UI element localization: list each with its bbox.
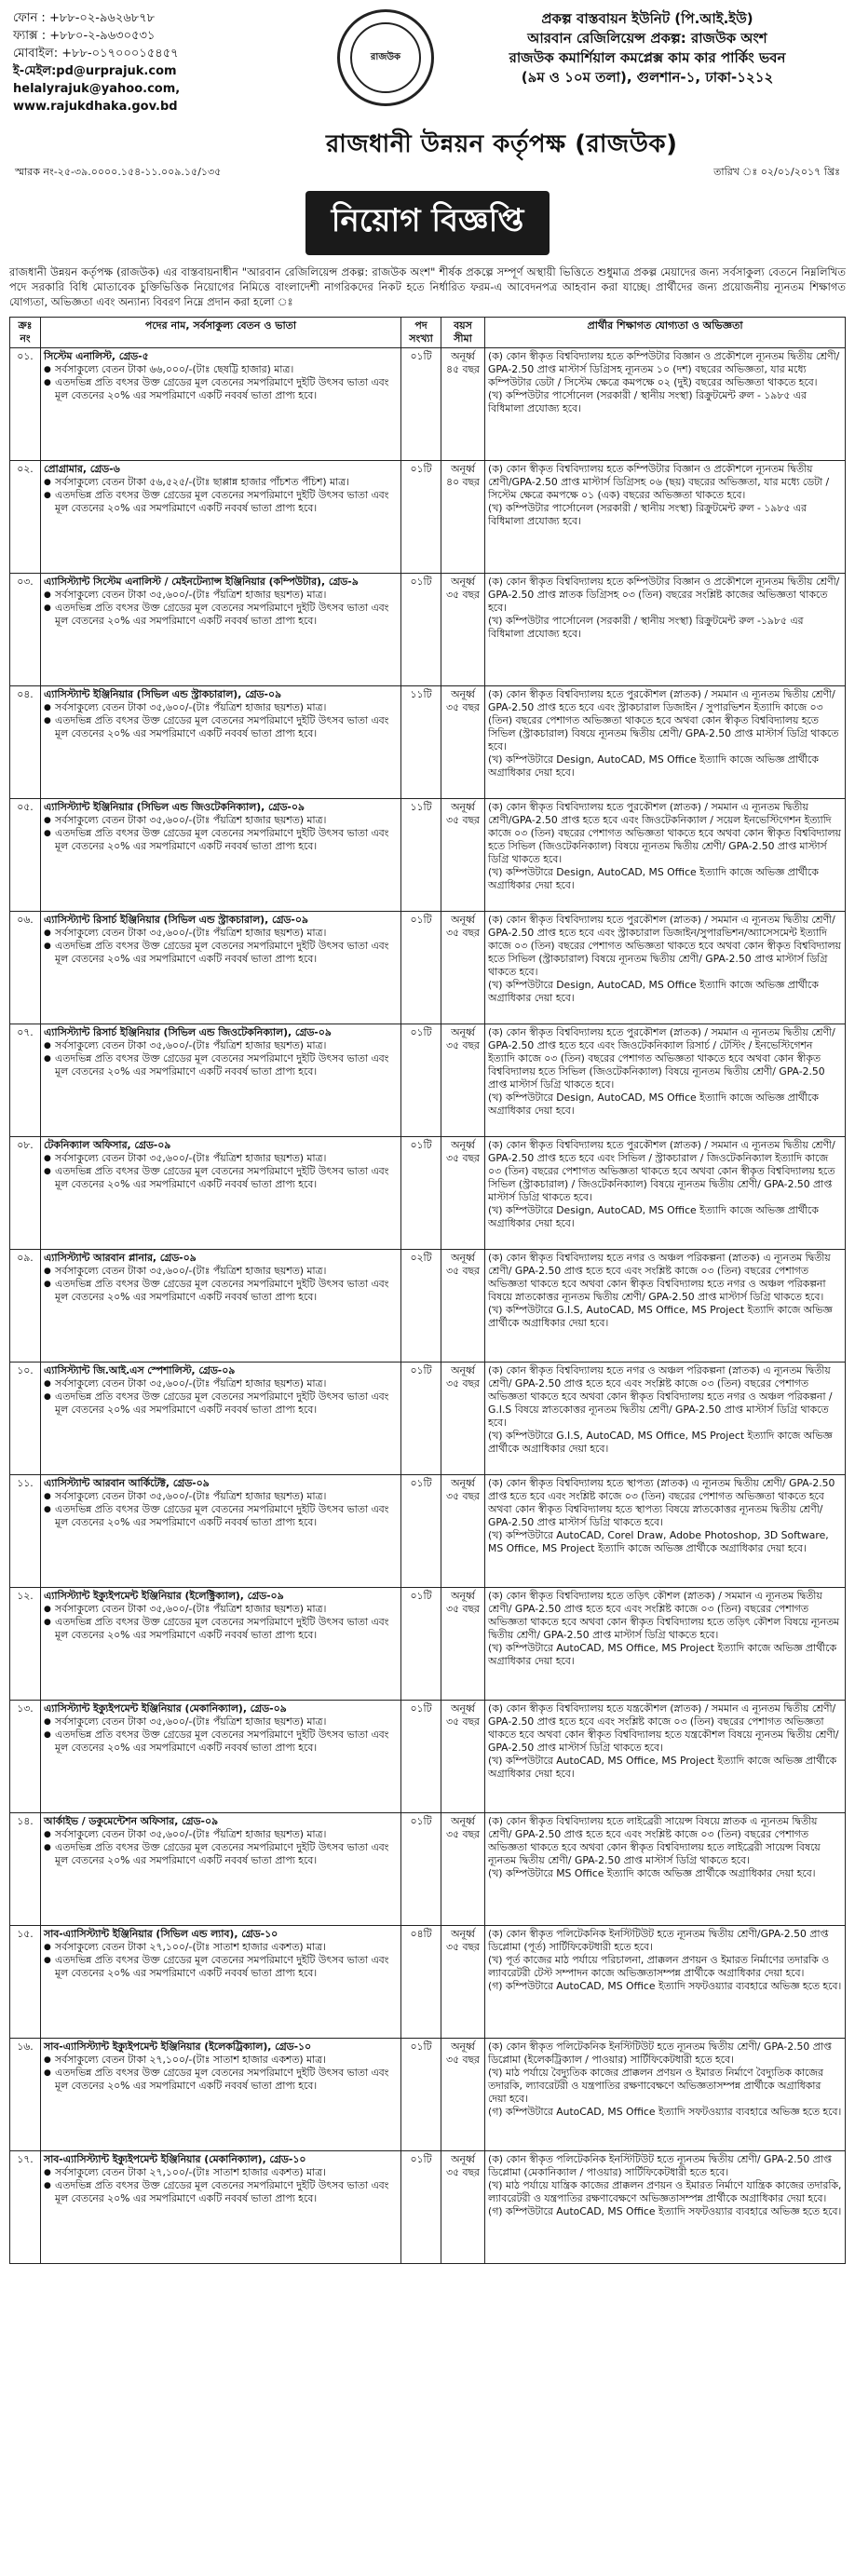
qualification-line: (খ) কম্পিউটার পার্সোনেল (সরকারী / স্থানীয় সংস্থা) রিক্রুটমেন্ট রুল -১৯৮৫ এর বিধিমালা প্রযোজ্য হবে। (488, 615, 804, 640)
salary-bullet: ● এতদভিন্ন প্রতি বৎসর উক্ত গ্রেডের মূল বেতনের সমপরিমাণে দুইটি উৎসব ভাতা এবং মূল বেতনের ২০% এর সমপরিমাণে একটি নববর্ষ ভাতা প্রাপ্য হবে। (44, 376, 398, 402)
qualification-line: (ক) কোন স্বীকৃত বিশ্ববিদ্যালয় হতে তড়িৎ কৌশল (স্নাতক) / সমমান এ ন্যূনতম দ্বিতীয় শ্রেণী/ GPA-2.50 প্রাপ্ত হতে হবে এবং সংশ্লিষ্ট কাজে ০৩ (তিন) বছরের পেশাগত অভিজ্ঞতা থাকতে হবে অথবা কোন স্বীকৃত বিশ্ববিদ্যালয় হতে তড়িৎ কৌশল বিষয়ে ন্যূনতম দ্বিতীয় শ্রেণী/ GPA-2.50 প্রাপ্ত মাস্টার্স ডিগ্রি থাকতে হবে। (488, 1590, 840, 1641)
reference-line (9, 164, 846, 182)
row-age: অনূর্ধ্ব ৪৫ বছর (441, 348, 485, 461)
qualification-line: (খ) মাঠ পর্যায়ে বৈদ্যুতিক কাজের প্রাক্কলন প্রণয়ন ও ইমারত নির্মাণে বৈদ্যুতিক কাজের তদারকি, ল্যাবরেটরী ও যন্ত্রপাতির রক্ষণাবেক্ষণে অভিজ্ঞতাসম্পন্ন প্রার্থীকে অগ্রাধিকার দেয়া হবে। (488, 2067, 823, 2105)
salary-bullet: ● এতদভিন্ন প্রতি বৎসর উক্ত গ্রেডের মূল বেতনের সমপরিমাণে দুইটি উৎসব ভাতা এবং মূল বেতনের ২০% এর সমপরিমাণে একটি নববর্ষ ভাতা প্রাপ্য হবে। (44, 940, 398, 966)
row-age: অনূর্ধ্ব ৩৫ বছর (441, 1813, 485, 1926)
salary-bullet: ● সর্বসাকুল্যে বেতন টাকা ৩৫,৬০০/-(টাঃ পঁয়ত্রিশ হাজার ছয়শত) মাত্র। (44, 1828, 398, 1841)
office-line: আরবান রেজিলিয়েন্স প্রকল্প: রাজউক অংশ (527, 30, 767, 47)
qualification-line: (ক) কোন স্বীকৃত বিশ্ববিদ্যালয় হতে নগর ও অঞ্চল পরিকল্পনা (স্নাতক) এ ন্যূনতম দ্বিতীয় শ্রেণী/ GPA-2.50 প্রাপ্ত হতে হবে এবং সংশ্লিষ্ট কাজে ০৩ (তিন) বছরের পেশাগত অভিজ্ঞতা থাকতে হবে অথবা কোন স্বীকৃত বিশ্ববিদ্যালয় হতে নগর ও অঞ্চল পরিকল্পনা বিষয়ে স্নাতকোত্তর ন্যূনতম দ্বিতীয় শ্রেণী/ GPA-2.50 প্রাপ্ত মাস্টার্স ডিগ্রি থাকতে হবে। (488, 1252, 831, 1303)
row-age: অনূর্ধ্ব ৩৫ বছর (441, 1024, 485, 1137)
qualification-line: (খ) কম্পিউটারে G.I.S, AutoCAD, MS Office, MS Project ইত্যাদি কাজে অভিজ্ঞ প্রার্থীকে অগ্রাধিকার দেয়া হবে। (488, 1304, 833, 1329)
table-row (10, 1250, 846, 1363)
row-age: অনূর্ধ্ব ৪০ বছর (441, 461, 485, 574)
row-post (41, 1024, 401, 1137)
row-serial: ১২. (10, 1588, 41, 1701)
table-row (10, 1363, 846, 1475)
row-serial: ০৫. (10, 799, 41, 912)
table-header-row (10, 318, 846, 348)
row-post (41, 574, 401, 686)
post-title: আর্কাইভ / ডকুমেন্টেশন অফিসার, গ্রেড-০৯ (44, 1815, 218, 1827)
table-row (10, 686, 846, 799)
row-count: ০১টি (401, 1588, 441, 1701)
notice-date: তারিখ ঃ ০২/০১/২০১৭ খ্রিঃ (713, 166, 840, 178)
row-serial: ০৬. (10, 912, 41, 1024)
salary-bullet: ● সর্বসাকুল্যে বেতন টাকা ৩৫,৬০০/-(টাঃ পঁয়ত্রিশ হাজার ছয়শত) মাত্র। (44, 589, 398, 602)
table-row (10, 1137, 846, 1250)
row-qualification (485, 574, 846, 686)
banner-wrap (9, 191, 846, 255)
header-serial: ক্রঃ নং (10, 318, 41, 348)
row-post (41, 1363, 401, 1475)
post-title: সাব-এ্যাসিস্ট্যান্ট ইক্যুইপমেন্ট ইঞ্জিনিয়ার (ইলেকট্রিক্যাল), গ্রেড-১০ (44, 2040, 312, 2053)
salary-bullet: ● এতদভিন্ন প্রতি বৎসর উক্ত গ্রেডের মূল বেতনের সমপরিমাণে দুইটি উৎসব ভাতা এবং মূল বেতনের ২০% এর সমপরিমাণে একটি নববর্ষ ভাতা প্রাপ্য হবে। (44, 714, 398, 740)
post-title: এ্যাসিস্ট্যান্ট ইঞ্জিনিয়ার (সিভিল এন্ড জিওটেকনিক্যাল), গ্রেড-০৯ (44, 801, 305, 813)
row-age: অনূর্ধ্ব ৩৫ বছর (441, 1137, 485, 1250)
qualification-line: (ক) কোন স্বীকৃত বিশ্ববিদ্যালয় হতে নগর ও অঞ্চল পরিকল্পনা (স্নাতক) এ ন্যূনতম দ্বিতীয় শ্রেণী/ GPA-2.50 প্রাপ্ত হতে হবে এবং সংশ্লিষ্ট কাজে ০৩ (তিন) বছরের পেশাগত অভিজ্ঞতা থাকতে হবে অথবা কোন স্বীকৃত বিশ্ববিদ্যালয় হতে নগর ও অঞ্চল পরিকল্পনা / G.I.S বিষয়ে স্নাতকোত্তর ন্যূনতম দ্বিতীয় শ্রেণী/ GPA-2.50 প্রাপ্ত মাস্টার্স ডিগ্রি থাকতে হবে। (488, 1364, 833, 1429)
salary-bullet: ● সর্বসাকুল্যে বেতন টাকা ৩৫,৬০০/-(টাঃ পঁয়ত্রিশ হাজার ছয়শত) মাত্র। (44, 927, 398, 940)
qualification-line: (খ) কম্পিউটার পার্সোনেল (সরকারী / স্থানীয় সংস্থা) রিক্রুটমেন্ট রুল - ১৯৮৫ এর বিধিমালা প্রযোজ্য হবে। (488, 502, 807, 527)
post-title: এ্যাসিস্ট্যান্ট আরবান প্লানার, গ্রেড-০৯ (44, 1252, 197, 1264)
row-qualification (485, 1137, 846, 1250)
salary-bullet: ● সর্বসাকুল্যে বেতন টাকা ৩৫,৬০০/-(টাঃ পঁয়ত্রিশ হাজার ছয়শত) মাত্র। (44, 1377, 398, 1390)
qualification-line: (খ) কম্পিউটারে Design, AutoCAD, MS Office ইত্যাদি কাজে অভিজ্ঞ প্রার্থীকে অগ্রাধিকার দেয়া হবে। (488, 1204, 819, 1229)
rajuk-logo-text: রাজউক (350, 22, 421, 93)
salary-bullet: ● সর্বসাকুল্যে বেতন টাকা ৩৫,৬০০/-(টাঃ পঁয়ত্রিশ হাজার ছয়শত) মাত্র। (44, 1715, 398, 1729)
post-title: এ্যাসিস্ট্যান্ট রিসার্চ ইঞ্জিনিয়ার (সিভিল এন্ড জিওটেকনিক্যাল), গ্রেড-০৯ (44, 1026, 332, 1038)
salary-bullet: ● এতদভিন্ন প্রতি বৎসর উক্ত গ্রেডের মূল বেতনের সমপরিমাণে দুইটি উৎসব ভাতা এবং মূল বেতনের ২০% এর সমপরিমাণে একটি নববর্ষ ভাতা প্রাপ্য হবে। (44, 1841, 398, 1867)
qualification-line: (ক) কোন স্বীকৃত বিশ্ববিদ্যালয় হতে পুরকৌশল (স্নাতক) / সমমান এ ন্যূনতম দ্বিতীয় শ্রেণী/ GPA-2.50 প্রাপ্ত হতে হবে এবং সিভিল / স্ট্রাকচারাল / জিওটেকনিক্যাল ইত্যাদি কাজে ০৩ (তিন) বছরের পেশাগত অভিজ্ঞতা থাকতে হবে অথবা কোন স্বীকৃত বিশ্ববিদ্যালয় হতে সিভিল (স্ট্রাকচারাল) / জিওটেকনিক্যাল) বিষয়ে ন্যূনতম দ্বিতীয় শ্রেণী/ GPA-2.50 প্রাপ্ত মাস্টার্স ডিগ্রি থাকতে হবে। (488, 1139, 835, 1203)
contact-line: মোবাইল: +৮৮-০১৭০০০১৫৪৫৭ (13, 47, 179, 61)
salary-bullet: ● এতদভিন্ন প্রতি বৎসর উক্ত গ্রেডের মূল বেতনের সমপরিমাণে দুইটি উৎসব ভাতা এবং মূল বেতনের ২০% এর সমপরিমাণে একটি নববর্ষ ভাতা প্রাপ্য হবে। (44, 489, 398, 515)
row-post (41, 1701, 401, 1813)
salary-bullet: ● সর্বসাকুল্যে বেতন টাকা ২৭,১০০/-(টাঃ সাতাশ হাজার একশত) মাত্র। (44, 2054, 398, 2067)
qualification-line: (খ) কম্পিউটারে Design, AutoCAD, MS Office ইত্যাদি কাজে অভিজ্ঞ প্রার্থীকে অগ্রাধিকার দেয়া হবে। (488, 753, 819, 779)
intro-paragraph: রাজধানী উন্নয়ন কর্তৃপক্ষ (রাজউক) এর বাস্তবায়নাধীন "আরবান রেজিলিয়েন্স প্রকল্প: রাজউক অংশ" শীর্ষক প্রকল্পে সম্পূর্ণ অস্থায়ী ভিত্তিতে শুধুমাত্র প্রকল্প মেয়াদের জন্য সর্বসাকুল্য বেতনে নিম্নলিখিত পদে সরকারি বিধি মোতাবেক চুক্তিভিত্তিক নিয়োগের নিমিত্তে বাংলাদেশী নাগরিকদের নিকট হতে নির্ধারিত ফরম-এ আবেদনপত্র আহবান করা যাচ্ছে। প্রার্থীদের জন্য প্রয়োজনীয় ন্যূনতম শিক্ষাগত যোগ্যতা, অভিজ্ঞতা এবং অন্যান্য বিবরণ নিম্নে প্রদান করা হলো ঃ (9, 265, 846, 308)
salary-bullet: ● এতদভিন্ন প্রতি বৎসর উক্ত গ্রেডের মূল বেতনের সমপরিমাণে দুইটি উৎসব ভাতা এবং মূল বেতনের ২০% এর সমপরিমাণে একটি নববর্ষ ভাতা প্রাপ্য হবে। (44, 2179, 398, 2205)
qualification-line: (ক) কোন স্বীকৃত পলিটেকনিক ইনস্টিটিউট হতে ন্যূনতম দ্বিতীয় শ্রেণী/ GPA-2.50 প্রাপ্ত ডিপ্লোমা (মেকানিক্যাল / পাওয়ার) সার্টিফিকেটধারী হতে হবে। (488, 2153, 832, 2178)
post-title: সিস্টেম এনালিস্ট, গ্রেড-৫ (44, 350, 149, 362)
row-post (41, 912, 401, 1024)
row-post (41, 1813, 401, 1926)
row-age: অনূর্ধ্ব ৩৫ বছর (441, 1475, 485, 1588)
row-qualification (485, 1926, 846, 2039)
post-title: প্রোগ্রামার, গ্রেড-৬ (44, 463, 120, 475)
vacancy-rows (10, 348, 846, 2264)
row-count: ০১টি (401, 1024, 441, 1137)
qualification-line: (খ) কম্পিউটারে AutoCAD, MS Office, MS Project ইত্যাদি কাজে অভিজ্ঞ প্রার্থীকে অগ্রাধিকার দেয়া হবে। (488, 1642, 837, 1667)
salary-bullet: ● এতদভিন্ন প্রতি বৎসর উক্ত গ্রেডের মূল বেতনের সমপরিমাণে দুইটি উৎসব ভাতা এবং মূল বেতনের ২০% এর সমপরিমাণে একটি নববর্ষ ভাতা প্রাপ্য হবে। (44, 1052, 398, 1078)
row-age: অনূর্ধ্ব ৩৫ বছর (441, 912, 485, 1024)
row-serial: ১৪. (10, 1813, 41, 1926)
qualification-line: (খ) কম্পিউটার পার্সোনেল (সরকারী / স্থানীয় সংস্থা) রিক্রুটমেন্ট রুল - ১৯৮৫ এর বিধিমালা প্রযোজ্য হবে। (488, 389, 807, 414)
salary-bullet: ● সর্বসাকুল্যে বেতন টাকা ৩৫,৬০০/-(টাঃ পঁয়ত্রিশ হাজার ছয়শত) মাত্র। (44, 1039, 398, 1052)
salary-bullet: ● সর্বসাকুল্যে বেতন টাকা ৫৬,৫২৫/-(টাঃ ছাপ্পান্ন হাজার পাঁচশত পঁচিশ) মাত্র। (44, 476, 398, 489)
contact-line: ফ্যাক্স : +৮৮০-২-৯৬৩০৫৩১ (13, 29, 156, 43)
table-row (10, 1926, 846, 2039)
row-qualification (485, 2151, 846, 2264)
table-row (10, 912, 846, 1024)
row-post (41, 1475, 401, 1588)
row-serial: ০৩. (10, 574, 41, 686)
table-row (10, 1024, 846, 1137)
row-qualification (485, 1024, 846, 1137)
qualification-line: (খ) কম্পিউটারে G.I.S, AutoCAD, MS Office, MS Project ইত্যাদি কাজে অভিজ্ঞ প্রার্থীকে অগ্রাধিকার দেয়া হবে। (488, 1430, 833, 1455)
row-qualification (485, 799, 846, 912)
header-age: বয়স সীমা (441, 318, 485, 348)
qualification-line: (খ) কম্পিউটারে Design, AutoCAD, MS Office ইত্যাদি কাজে অভিজ্ঞ প্রার্থীকে অগ্রাধিকার দেয়া হবে। (488, 1091, 819, 1117)
post-title: এ্যাসিস্ট্যান্ট রিসার্চ ইঞ্জিনিয়ার (সিভিল এন্ড স্ট্রাকচারাল), গ্রেড-০৯ (44, 914, 308, 926)
salary-bullet: ● এতদভিন্ন প্রতি বৎসর উক্ত গ্রেডের মূল বেতনের সমপরিমাণে দুইটি উৎসব ভাতা এবং মূল বেতনের ২০% এর সমপরিমাণে একটি নববর্ষ ভাতা প্রাপ্য হবে। (44, 1616, 398, 1642)
row-age: অনূর্ধ্ব ৩৫ বছর (441, 686, 485, 799)
qualification-line: (ক) কোন স্বীকৃত বিশ্ববিদ্যালয় হতে যন্ত্রকৌশল (স্নাতক) / সমমান এ ন্যূনতম দ্বিতীয় শ্রেণী/ GPA-2.50 প্রাপ্ত হতে হবে এবং সংশ্লিষ্ট কাজে ০৩ (তিন) বছরের পেশাগত অভিজ্ঞতা থাকতে হবে অথবা কোন স্বীকৃত বিশ্ববিদ্যালয় হতে যন্ত্রকৌশল বিষয়ে ন্যূনতম দ্বিতীয় শ্রেণী/ GPA-2.50 প্রাপ্ত মাস্টার্স ডিগ্রি থাকতে হবে। (488, 1702, 839, 1754)
qualification-line: (খ) কম্পিউটারে Design, AutoCAD, MS Office ইত্যাদি কাজে অভিজ্ঞ প্রার্থীকে অগ্রাধিকার দেয়া হবে। (488, 979, 819, 1004)
row-age: অনূর্ধ্ব ৩৫ বছর (441, 2039, 485, 2151)
row-count: ০১টি (401, 1137, 441, 1250)
memo-number: স্মারক নং-২৫-৩৯.০০০০.১৫৪-১১.০০৯.১৫/১৩৫ (15, 166, 222, 178)
row-count: ০১টি (401, 912, 441, 1024)
salary-bullet: ● সর্বসাকুল্যে বেতন টাকা ২৭,১০০/-(টাঃ সাতাশ হাজার একশত) মাত্র। (44, 1941, 398, 1954)
row-serial: ১৫. (10, 1926, 41, 2039)
salary-bullet: ● এতদভিন্ন প্রতি বৎসর উক্ত গ্রেডের মূল বেতনের সমপরিমাণে দুইটি উৎসব ভাতা এবং মূল বেতনের ২০% এর সমপরিমাণে একটি নববর্ষ ভাতা প্রাপ্য হবে। (44, 827, 398, 853)
contact-line: helalyrajuk@yahoo.com, (13, 82, 181, 96)
office-line: রাজউক কমার্শিয়াল কমপ্লেক্স কাম কার পার্কিং ভবন (509, 49, 786, 66)
table-row (10, 574, 846, 686)
table-row (10, 348, 846, 461)
post-title: সাব-এ্যাসিস্ট্যান্ট ইঞ্জিনিয়ার (সিভিল এন্ড ল্যাব), গ্রেড-১০ (44, 1928, 278, 1940)
salary-bullet: ● এতদভিন্ন প্রতি বৎসর উক্ত গ্রেডের মূল বেতনের সমপরিমাণে দুইটি উৎসব ভাতা এবং মূল বেতনের ২০% এর সমপরিমাণে একটি নববর্ষ ভাতা প্রাপ্য হবে। (44, 2067, 398, 2093)
row-serial: ০৯. (10, 1250, 41, 1363)
vacancy-table (9, 317, 846, 2264)
row-count: ০১টি (401, 1363, 441, 1475)
row-count: ০১টি (401, 1701, 441, 1813)
qualification-line: (ক) কোন স্বীকৃত পলিটেকনিক ইনস্টিটিউট হতে ন্যূনতম দ্বিতীয় শ্রেণী/ GPA-2.50 প্রাপ্ত ডিপ্লোমা (ইলেকট্রিক্যাল / পাওয়ার) সার্টিফিকেটধারী হতে হবে। (488, 2040, 832, 2066)
table-row (10, 1813, 846, 1926)
row-age: অনূর্ধ্ব ৩৫ বছর (441, 1926, 485, 2039)
qualification-line: (খ) মাঠ পর্যায়ে যান্ত্রিক কাজের প্রাক্কলন প্রণয়ন ও ইমারত নির্মাণে যান্ত্রিক কাজের তদারকি, ল্যাবরেটরী ও যন্ত্রপাতির রক্ষণাবেক্ষণে অভিজ্ঞতাসম্পন্ন প্রার্থীকে অগ্রাধিকার দেয়া হবে। (488, 2179, 842, 2204)
row-serial: ০২. (10, 461, 41, 574)
row-post (41, 1588, 401, 1701)
salary-bullet: ● সর্বসাকুল্যে বেতন টাকা ৩৫,৬০০/-(টাঃ পঁয়ত্রিশ হাজার ছয়শত) মাত্র। (44, 814, 398, 827)
row-age: অনূর্ধ্ব ৩৫ বছর (441, 1250, 485, 1363)
qualification-line: (খ) কম্পিউটারে MS Office ইত্যাদি কাজে অভিজ্ঞ প্রার্থীকে অগ্রাধিকার দেয়া হবে। (488, 1867, 816, 1879)
qualification-line: (গ) কম্পিউটারে AutoCAD, MS Office ইত্যাদি সফটওয়্যার ব্যবহারে অভিজ্ঞ হতে হবে। (488, 1980, 842, 1992)
rajuk-logo (337, 9, 434, 106)
contact-line: ই-মেইল:pd@urprajuk.com (13, 64, 177, 78)
salary-bullet: ● এতদভিন্ন প্রতি বৎসর উক্ত গ্রেডের মূল বেতনের সমপরিমাণে দুইটি উৎসব ভাতা এবং মূল বেতনের ২০% এর সমপরিমাণে একটি নববর্ষ ভাতা প্রাপ্য হবে। (44, 602, 398, 628)
post-title: এ্যাসিস্ট্যান্ট সিস্টেম এনালিস্ট / মেইনটেন্যান্স ইঞ্জিনিয়ার (কম্পিউটার), গ্রেড-৯ (44, 576, 359, 588)
table-row (10, 461, 846, 574)
qualification-line: (খ) পূর্ত কাজের মাঠ পর্যায়ে পরিচালনা, প্রাক্কলন প্রণয়ন ও ইমারত নির্মাণের তদারকি ও ল্যাবরেটরী টেস্ট সম্পাদন কাজে অভিজ্ঞতাসম্পন্ন প্রার্থীকে অগ্রাধিকার দেয়া হবে। (488, 1954, 830, 1979)
table-row (10, 2151, 846, 2264)
row-post (41, 2151, 401, 2264)
row-count: ০১টি (401, 461, 441, 574)
qualification-line: (খ) কম্পিউটারে AutoCAD, Corel Draw, Adobe Photoshop, 3D Software, MS Office, MS Project ইত্যাদি কাজে অভিজ্ঞ প্রার্থীকে অগ্রাধিকার দেয়া হবে। (488, 1529, 829, 1554)
salary-bullet: ● এতদভিন্ন প্রতি বৎসর উক্ত গ্রেডের মূল বেতনের সমপরিমাণে দুইটি উৎসব ভাতা এবং মূল বেতনের ২০% এর সমপরিমাণে একটি নববর্ষ ভাতা প্রাপ্য হবে। (44, 1278, 398, 1304)
row-post (41, 1926, 401, 2039)
table-row (10, 1701, 846, 1813)
qualification-line: (গ) কম্পিউটারে AutoCAD, MS Office ইত্যাদি সফটওয়্যার ব্যবহারে অভিজ্ঞ হতে হবে। (488, 2205, 842, 2217)
row-count: ১১টি (401, 686, 441, 799)
salary-bullet: ● সর্বসাকুল্যে বেতন টাকা ৩৫,৬০০/-(টাঃ পঁয়ত্রিশ হাজার ছয়শত) মাত্র। (44, 1265, 398, 1278)
row-age: অনূর্ধ্ব ৩৫ বছর (441, 574, 485, 686)
row-serial: ১১. (10, 1475, 41, 1588)
row-count: ০১টি (401, 2151, 441, 2264)
table-row (10, 1588, 846, 1701)
office-address (447, 9, 848, 88)
salary-bullet: ● সর্বসাকুল্যে বেতন টাকা ৩৫,৬০০/-(টাঃ পঁয়ত্রিশ হাজার ছয়শত) মাত্র। (44, 1603, 398, 1616)
post-title: এ্যাসিস্ট্যান্ট ইক্যুইপমেন্ট ইঞ্জিনিয়ার (মেকানিক্যাল), গ্রেড-০৯ (44, 1702, 287, 1715)
qualification-line: (ক) কোন স্বীকৃত বিশ্ববিদ্যালয় হতে স্থাপত্য (স্নাতক) এ ন্যূনতম দ্বিতীয় শ্রেণী/ GPA-2.50 প্রাপ্ত হতে হবে এবং সংশ্লিষ্ট কাজে ০৩ (তিন) বছরের পেশাগত অভিজ্ঞতা থাকতে হবে অথবা কোন স্বীকৃত বিশ্ববিদ্যালয় হতে স্থাপত্য বিষয়ে স্নাতকোত্তর ন্যূনতম দ্বিতীয় শ্রেণী/ GPA-2.50 প্রাপ্ত মাস্টার্স ডিগ্রি থাকতে হবে। (488, 1477, 835, 1528)
table-row (10, 799, 846, 912)
row-serial: ০৭. (10, 1024, 41, 1137)
table-row (10, 1475, 846, 1588)
row-post (41, 686, 401, 799)
row-count: ০২টি (401, 1250, 441, 1363)
row-qualification (485, 1363, 846, 1475)
row-post (41, 1250, 401, 1363)
qualification-line: (গ) কম্পিউটারে AutoCAD, MS Office ইত্যাদি সফটওয়্যার ব্যবহারে অভিজ্ঞ হতে হবে। (488, 2106, 842, 2118)
row-serial: ১৩. (10, 1701, 41, 1813)
row-age: অনূর্ধ্ব ৩৫ বছর (441, 799, 485, 912)
qualification-line: (ক) কোন স্বীকৃত বিশ্ববিদ্যালয় হতে পুরকৌশল (স্নাতক) / সমমান এ ন্যূনতম দ্বিতীয় শ্রেণী/ GPA-2.50 প্রাপ্ত হতে হবে এবং স্ট্রাকচারাল ডিজাইন/সুপারভিশন/অ্যাসেসমেন্ট ইত্যাদি কাজে ০৩ (তিন) বছরের পেশাগত অভিজ্ঞতা থাকতে হবে অথবা কোন স্বীকৃত বিশ্ববিদ্যালয় হতে সিভিল (স্ট্রাকচারাল) বিষয়ে ন্যূনতম দ্বিতীয় শ্রেণী/ GPA-2.50 প্রাপ্ত মাস্টার্স ডিগ্রি থাকতে হবে। (488, 914, 841, 978)
row-post (41, 1137, 401, 1250)
organization-title: রাজধানী উন্নয়ন কর্তৃপক্ষ (রাজউক) (326, 130, 678, 158)
contact-info (13, 9, 180, 115)
post-title: এ্যাসিস্ট্যান্ট জি.আই.এস স্পেশালিস্ট, গ্রেড-০৯ (44, 1364, 236, 1376)
qualification-line: (ক) কোন স্বীকৃত পলিটেকনিক ইনস্টিটিউট হতে ন্যূনতম দ্বিতীয় শ্রেণী/GPA-2.50 প্রাপ্ত ডিপ্লোমা (পূর্ত) সার্টিফিকেটধারী হতে হবে। (488, 1928, 829, 1953)
post-title: টেকনিক্যাল অফিসার, গ্রেড-০৯ (44, 1139, 171, 1151)
header-qualification: প্রার্থীর শিক্ষাগত যোগ্যতা ও অভিজ্ঞতা (485, 318, 846, 348)
salary-bullet: ● সর্বসাকুল্যে বেতন টাকা ৬৬,০০০/-(টাঃ ছেষট্টি হাজার) মাত্র। (44, 363, 398, 376)
post-title: এ্যাসিস্ট্যান্ট ইঞ্জিনিয়ার (সিভিল এন্ড স্ট্রাকচারাল), গ্রেড-০৯ (44, 688, 282, 700)
row-qualification (485, 1588, 846, 1701)
post-title: সাব-এ্যাসিস্ট্যান্ট ইক্যুইপমেন্ট ইঞ্জিনিয়ার (মেকানিক্যাল), গ্রেড-১০ (44, 2153, 306, 2165)
row-serial: ০১. (10, 348, 41, 461)
row-qualification (485, 461, 846, 574)
header-count: পদ সংখ্যা (401, 318, 441, 348)
office-line: (৯ম ও ১০ম তলা), গুলশান-১, ঢাকা-১২১২ (521, 69, 774, 86)
qualification-line: (ক) কোন স্বীকৃত বিশ্ববিদ্যালয় হতে কম্পিউটার বিজ্ঞান ও প্রকৌশলে ন্যূনতম দ্বিতীয় শ্রেণী/GPA-2.50 প্রাপ্ত মাস্টার্স ডিগ্রিসহ ০৬ (ছয়) বছরের অভিজ্ঞতা, যার মধ্যে ডেটা / সিস্টেম ক্ষেত্রে কমপক্ষে ০১ (এক) বছরের অভিজ্ঞতা থাকতে হবে। (488, 463, 830, 501)
qualification-line: (ক) কোন স্বীকৃত বিশ্ববিদ্যালয় হতে কম্পিউটার বিজ্ঞান ও প্রকৌশলে ন্যূনতম দ্বিতীয় শ্রেণী/ GPA-2.50 প্রাপ্ত মাস্টার্স ডিগ্রিসহ ন্যূনতম ১০ (দশ) বছরের অভিজ্ঞতা, যার মধ্যে কম্পিউটার ডেটা / সিস্টেম ক্ষেত্রে কমপক্ষে ০২ (দুই) বছরের অভিজ্ঞতা থাকতে হবে। (488, 350, 840, 388)
row-serial: ১৬. (10, 2039, 41, 2151)
salary-bullet: ● সর্বসাকুল্যে বেতন টাকা ২৭,১০০/-(টাঃ সাতাশ হাজার একশত) মাত্র। (44, 2166, 398, 2179)
row-serial: ১৭. (10, 2151, 41, 2264)
contact-line: www.rajukdhaka.gov.bd (13, 100, 178, 114)
qualification-line: (খ) কম্পিউটারে AutoCAD, MS Office, MS Project ইত্যাদি কাজে অভিজ্ঞ প্রার্থীকে অগ্রাধিকার দেয়া হবে। (488, 1755, 837, 1780)
row-serial: ০৮. (10, 1137, 41, 1250)
row-post (41, 2039, 401, 2151)
row-qualification (485, 348, 846, 461)
salary-bullet: ● সর্বসাকুল্যে বেতন টাকা ৩৫,৬০০/-(টাঃ পঁয়ত্রিশ হাজার ছয়শত) মাত্র। (44, 701, 398, 714)
row-count: ০১টি (401, 2039, 441, 2151)
row-count: ০১টি (401, 574, 441, 686)
row-age: অনূর্ধ্ব ৩৫ বছর (441, 1588, 485, 1701)
row-qualification (485, 1250, 846, 1363)
row-qualification (485, 686, 846, 799)
row-serial: ০৪. (10, 686, 41, 799)
qualification-line: (ক) কোন স্বীকৃত বিশ্ববিদ্যালয় হতে কম্পিউটার বিজ্ঞান ও প্রকৌশলে ন্যূনতম দ্বিতীয় শ্রেণী/ GPA-2.50 প্রাপ্ত স্নাতক ডিগ্রিসহ ০৩ (তিন) বছরের সংশ্লিষ্ট কাজের অভিজ্ঞতা থাকতে হবে। (488, 576, 840, 614)
row-age: অনূর্ধ্ব ৩৫ বছর (441, 1363, 485, 1475)
post-title: এ্যাসিস্ট্যান্ট আরবান আর্কিটেক্ট, গ্রেড-০৯ (44, 1477, 210, 1489)
row-count: ১১টি (401, 799, 441, 912)
office-line: প্রকল্প বাস্তবায়ন ইউনিট (পি.আই.ইউ) (541, 10, 753, 27)
row-qualification (485, 912, 846, 1024)
qualification-line: (ক) কোন স্বীকৃত বিশ্ববিদ্যালয় হতে পুরকৌশল (স্নাতক) / সমমান এ ন্যূনতম দ্বিতীয় শ্রেণী/GPA-2.50 প্রাপ্ত হতে হবে এবং জিওটেকনিক্যাল / সয়েল ইনভেস্টিগেশন ইত্যাদি কাজে ০৩ (তিন) বছরের পেশাগত অভিজ্ঞতা থাকতে হবে অথবা কোন স্বীকৃত বিশ্ববিদ্যালয় হতে সিভিল (জিওটেকনিক্যাল) বিষয়ে ন্যূনতম দ্বিতীয় শ্রেণী/ GPA-2.50 প্রাপ্ত মাস্টার্স ডিগ্রি থাকতে হবে। (488, 801, 841, 865)
qualification-line: (ক) কোন স্বীকৃত বিশ্ববিদ্যালয় হতে পুরকৌশল (স্নাতক) / সমমান এ ন্যূনতম দ্বিতীয় শ্রেণী/ GPA-2.50 প্রাপ্ত হতে হবে এবং জিওটেকনিক্যাল রিসার্চ / টেস্টিং / ইনভেস্টিগেশন ইত্যাদি কাজে ০৩ (তিন) বছরের পেশাগত অভিজ্ঞতা থাকতে হবে অথবা কোন স্বীকৃত বিশ্ববিদ্যালয় হতে সিভিল (জিওটেকনিক্যাল) বিষয়ে ন্যূনতম দ্বিতীয় শ্রেণী/ GPA-2.50 প্রাপ্ত মাস্টার্স ডিগ্রি থাকতে হবে। (488, 1026, 835, 1091)
row-post (41, 348, 401, 461)
qualification-line: (খ) কম্পিউটারে Design, AutoCAD, MS Office ইত্যাদি কাজে অভিজ্ঞ প্রার্থীকে অগ্রাধিকার দেয়া হবে। (488, 866, 819, 891)
row-count: ০৪টি (401, 1926, 441, 2039)
letterhead (9, 7, 846, 158)
post-title: এ্যাসিস্ট্যান্ট ইক্যুইপমেন্ট ইঞ্জিনিয়ার (ইলেক্ট্রিক্যাল), গ্রেড-০৯ (44, 1590, 284, 1602)
salary-bullet: ● এতদভিন্ন প্রতি বৎসর উক্ত গ্রেডের মূল বেতনের সমপরিমাণে দুইটি উৎসব ভাতা এবং মূল বেতনের ২০% এর সমপরিমাণে একটি নববর্ষ ভাতা প্রাপ্য হবে। (44, 1503, 398, 1529)
row-serial: ১০. (10, 1363, 41, 1475)
qualification-line: (ক) কোন স্বীকৃত বিশ্ববিদ্যালয় হতে পুরকৌশল (স্নাতক) / সমমান এ ন্যূনতম দ্বিতীয় শ্রেণী/ GPA-2.50 প্রাপ্ত হতে হবে এবং স্ট্রাকচারাল ডিজাইন / সুপারভিশন ইত্যাদি কাজে ০৩ (তিন) বছরের পেশাগত অভিজ্ঞতা থাকতে হবে অথবা কোন স্বীকৃত বিশ্ববিদ্যালয় হতে সিভিল (স্ট্রাকচারাল) বিষয়ে ন্যূনতম দ্বিতীয় শ্রেণী/ GPA-2.50 প্রাপ্ত মাস্টার্স ডিগ্রি থাকতে হবে। (488, 688, 839, 752)
row-qualification (485, 1475, 846, 1588)
salary-bullet: ● এতদভিন্ন প্রতি বৎসর উক্ত গ্রেডের মূল বেতনের সমপরিমাণে দুইটি উৎসব ভাতা এবং মূল বেতনের ২০% এর সমপরিমাণে একটি নববর্ষ ভাতা প্রাপ্য হবে। (44, 1390, 398, 1417)
row-post (41, 461, 401, 574)
row-count: ০১টি (401, 1475, 441, 1588)
contact-line: ফোন : +৮৮-০২-৯৬২৬৮৭৮ (13, 11, 156, 25)
salary-bullet: ● এতদভিন্ন প্রতি বৎসর উক্ত গ্রেডের মূল বেতনের সমপরিমাণে দুইটি উৎসব ভাতা এবং মূল বেতনের ২০% এর সমপরিমাণে একটি নববর্ষ ভাতা প্রাপ্য হবে। (44, 1165, 398, 1191)
qualification-line: (ক) কোন স্বীকৃত বিশ্ববিদ্যালয় হতে লাইব্রেরী সায়েন্স বিষয়ে স্নাতক এ ন্যূনতম দ্বিতীয় শ্রেণী/ GPA-2.50 প্রাপ্ত হতে হবে এবং সংশ্লিষ্ট কাজে ০৩ (তিন) বছরের পেশাগত অভিজ্ঞতা থাকতে হবে অথবা কোন স্বীকৃত বিশ্ববিদ্যালয় হতে লাইব্রেরী সায়েন্স বিষয়ে ন্যূনতম দ্বিতীয় শ্রেণী/ GPA-2.50 প্রাপ্ত মাস্টার্স ডিগ্রি থাকতে হবে। (488, 1815, 821, 1866)
salary-bullet: ● সর্বসাকুল্যে বেতন টাকা ৩৫,৬০০/-(টাঃ পঁয়ত্রিশ হাজার ছয়শত) মাত্র। (44, 1152, 398, 1165)
row-age: অনূর্ধ্ব ৩৫ বছর (441, 2151, 485, 2264)
row-count: ০১টি (401, 348, 441, 461)
salary-bullet: ● এতদভিন্ন প্রতি বৎসর উক্ত গ্রেডের মূল বেতনের সমপরিমাণে দুইটি উৎসব ভাতা এবং মূল বেতনের ২০% এর সমপরিমাণে একটি নববর্ষ ভাতা প্রাপ্য হবে। (44, 1729, 398, 1755)
row-post (41, 799, 401, 912)
table-row (10, 2039, 846, 2151)
salary-bullet: ● এতদভিন্ন প্রতি বৎসর উক্ত গ্রেডের মূল বেতনের সমপরিমাণে দুইটি উৎসব ভাতা এবং মূল বেতনের ২০% এর সমপরিমাণে একটি নববর্ষ ভাতা প্রাপ্য হবে। (44, 1954, 398, 1980)
row-qualification (485, 1813, 846, 1926)
row-qualification (485, 1701, 846, 1813)
recruitment-banner: নিয়োগ বিজ্ঞপ্তি (305, 191, 550, 255)
row-count: ০১টি (401, 1813, 441, 1926)
row-age: অনূর্ধ্ব ৩৫ বছর (441, 1701, 485, 1813)
header-post: পদের নাম, সর্বসাকুল্য বেতন ও ভাতা (41, 318, 401, 348)
row-qualification (485, 2039, 846, 2151)
salary-bullet: ● সর্বসাকুল্যে বেতন টাকা ৩৫,৬০০/-(টাঃ পঁয়ত্রিশ হাজার ছয়শত) মাত্র। (44, 1490, 398, 1503)
